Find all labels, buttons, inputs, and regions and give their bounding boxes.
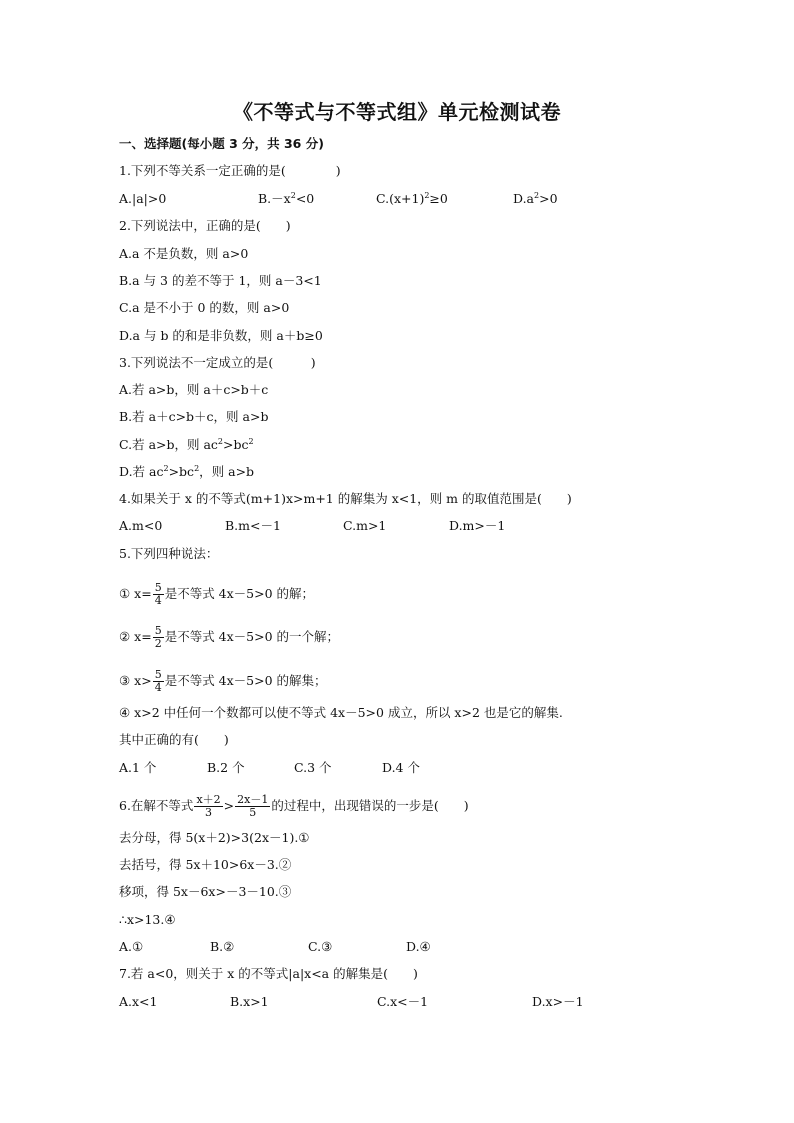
q6-option-b: B.② <box>210 939 235 954</box>
q3-option-c: C.若 a>b，则 $ac^2>bc^2$ <box>119 437 254 452</box>
q3-option-a: A.若 a>b，则 a＋c>b＋c <box>119 382 269 397</box>
fraction: $\frac{5}{4}$ <box>154 668 162 694</box>
fraction: $\frac{x+2}{3}$ <box>196 793 221 819</box>
q6-step-3: 移项，得 5x－6x>－3－10.③ <box>119 884 292 899</box>
q5-option-b: B.2 个 <box>207 760 245 775</box>
q5-option-a: A.1 个 <box>119 760 157 775</box>
q5-option-c: C.3 个 <box>294 760 332 775</box>
section-heading: 一、选择题(每小题 3 分，共 36 分) <box>119 136 324 151</box>
q2-option-c: C.a 是不小于 0 的数，则 a>0 <box>119 300 290 315</box>
q2-option-d: D.a 与 b 的和是非负数，则 a＋b≥0 <box>119 328 323 343</box>
fraction: $\frac{5}{2}$ <box>154 624 162 650</box>
q3-option-d: D.若 $ac^2>bc^2$，则 a>b <box>119 464 255 479</box>
q5-statement-2: ② x= $\frac{5}{2}$ 是不等式 4x－5>0 的一个解； <box>119 624 340 650</box>
q3-option-b: B.若 a＋c>b＋c，则 a>b <box>119 409 269 424</box>
q5-statement-1: ① x= $\frac{5}{4}$ 是不等式 4x－5>0 的解； <box>119 581 315 607</box>
q7-option-d: D.x>－1 <box>532 994 584 1009</box>
q7-option-c: C.x<－1 <box>377 994 429 1009</box>
q5-statement-4: ④ x>2 中任何一个数都可以使不等式 4x－5>0 成立，所以 x>2 也是它的解集. <box>119 705 563 720</box>
q4-option-b: B.m<－1 <box>225 518 281 533</box>
q1-option-b: $B.-x^2<0$ <box>258 191 315 206</box>
q4-option-d: D.m>－1 <box>449 518 506 533</box>
q7-option-a: A.x<1 <box>119 994 158 1009</box>
question-6-stem: 6.在解不等式 $\frac{x+2}{3}$ > $\frac{2x-1}{5}$ 的过程中，出现错误的一步是( ) <box>119 793 469 819</box>
q5-statement-3: ③ x> $\frac{5}{4}$ 是不等式 4x－5>0 的解集； <box>119 668 327 694</box>
q6-step-2: 去括号，得 5x＋10>6x－3.② <box>119 857 292 872</box>
question-2-stem: 2.下列说法中，正确的是( ) <box>119 218 291 233</box>
question-1-stem: 1.下列不等关系一定正确的是( ) <box>119 163 341 178</box>
q6-option-d: D.④ <box>406 939 431 954</box>
question-5-stem: 5.下列四种说法： <box>119 546 219 561</box>
fraction: $\frac{2x-1}{5}$ <box>237 793 269 819</box>
q6-step-4: ∴x>13.④ <box>119 912 176 927</box>
q2-option-b: B.a 与 3 的差不等于 1，则 a－3<1 <box>119 273 322 288</box>
q7-option-b: B.x>1 <box>230 994 269 1009</box>
q6-option-c: C.③ <box>308 939 333 954</box>
question-3-stem: 3.下列说法不一定成立的是( ) <box>119 355 316 370</box>
q6-option-a: A.① <box>119 939 144 954</box>
page-title: 《不等式与不等式组》单元检测试卷 <box>233 100 561 124</box>
q5-ask: 其中正确的有( ) <box>119 732 229 747</box>
q1-option-c: $C.(x+1)^2\ge 0$ <box>376 191 448 206</box>
fraction: $\frac{5}{4}$ <box>154 581 162 607</box>
q1-option-a: A.|a|>0 <box>119 191 167 206</box>
q4-option-c: C.m>1 <box>343 518 387 533</box>
q1-option-d: $D.a^2>0$ <box>513 191 558 206</box>
q6-step-1: 去分母，得 5(x＋2)>3(2x－1).① <box>119 830 310 845</box>
q4-option-a: A.m<0 <box>119 518 163 533</box>
q5-option-d: D.4 个 <box>382 760 420 775</box>
question-7-stem: 7.若 a<0，则关于 x 的不等式|a|x<a 的解集是( ) <box>119 966 418 981</box>
question-4-stem: 4.如果关于 x 的不等式(m+1)x>m+1 的解集为 x<1，则 m 的取值范围是( ) <box>119 491 572 506</box>
q2-option-a: A.a 不是负数，则 a>0 <box>119 246 249 261</box>
